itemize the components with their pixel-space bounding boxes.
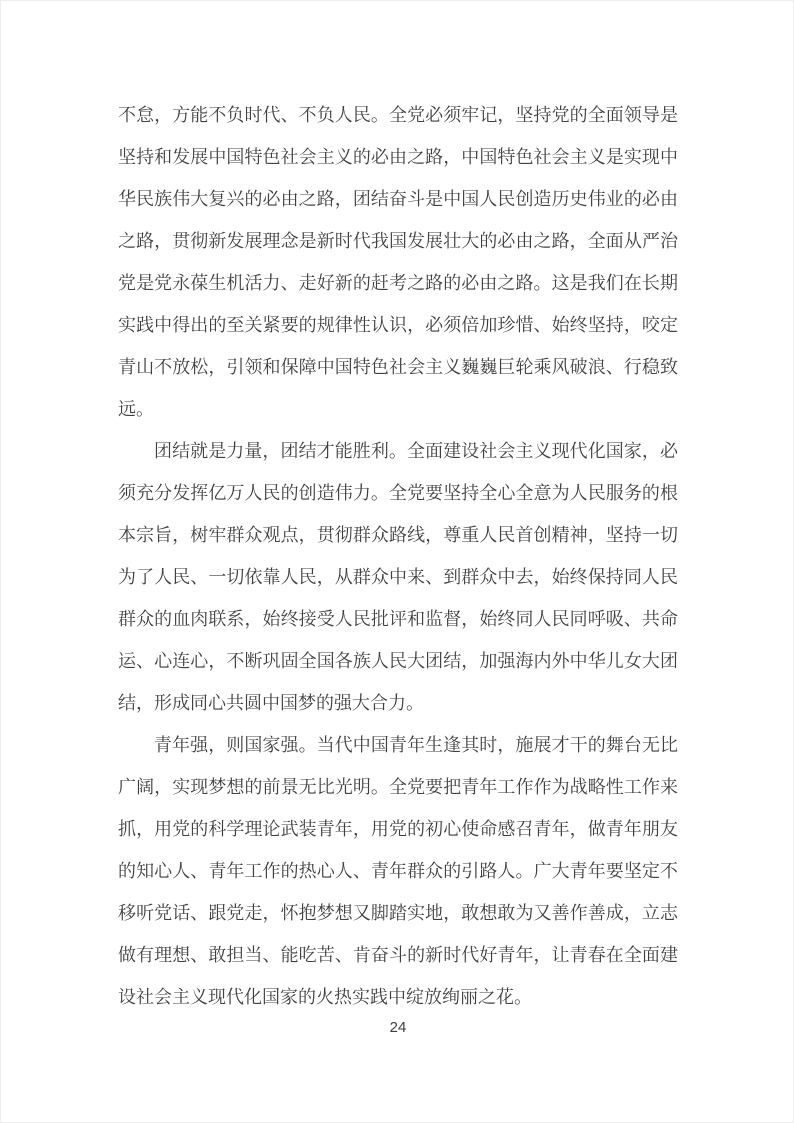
text-line: 团结就是力量，团结才能胜利。全面建设社会主义现代化国家，必 <box>154 441 678 461</box>
text-line: 远。 <box>118 399 154 419</box>
text-line: 须充分发挥亿万人民的创造伟力。全党要坚持全心全意为人民服务的根 <box>118 483 678 503</box>
text-line: 不怠，方能不负时代、不负人民。全党必须牢记，坚持党的全面领导是 <box>118 105 678 125</box>
text-line: 青年强，则国家强。当代中国青年生逢其时，施展才干的舞台无比 <box>154 735 678 755</box>
text-line: 做有理想、敢担当、能吃苦、肯奋斗的新时代好青年，让青春在全面建 <box>118 945 678 965</box>
text-line: 移听党话、跟党走，怀抱梦想又脚踏实地，敢想敢为又善作善成，立志 <box>118 903 678 923</box>
text-line: 党是党永葆生机活力、走好新的赶考之路的必由之路。这是我们在长期 <box>118 273 678 293</box>
text-line: 之路，贯彻新发展理念是新时代我国发展壮大的必由之路，全面从严治 <box>118 231 678 251</box>
text-line: 群众的血肉联系，始终接受人民批评和监督，始终同人民同呼吸、共命 <box>118 609 678 629</box>
document-body <box>118 94 678 1018</box>
text-line: 本宗旨，树牢群众观点，贯彻群众路线，尊重人民首创精神，坚持一切 <box>118 525 678 545</box>
text-line: 抓，用党的科学理论武装青年，用党的初心使命感召青年，做青年朋友 <box>118 819 678 839</box>
page-footer <box>1 1017 794 1039</box>
text-line: 实践中得出的至关紧要的规律性认识，必须倍加珍惜、始终坚持，咬定 <box>118 315 678 335</box>
text-line: 华民族伟大复兴的必由之路，团结奋斗是中国人民创造历史伟业的必由 <box>118 189 678 209</box>
text-line: 坚持和发展中国特色社会主义的必由之路，中国特色社会主义是实现中 <box>118 147 678 167</box>
text-line: 青山不放松，引领和保障中国特色社会主义巍巍巨轮乘风破浪、行稳致 <box>118 357 678 377</box>
paragraph <box>118 430 678 724</box>
page-number: 24 <box>389 1019 407 1036</box>
text-line: 广阔，实现梦想的前景无比光明。全党要把青年工作作为战略性工作来 <box>118 777 678 797</box>
text-line: 运、心连心，不断巩固全国各族人民大团结，加强海内外中华儿女大团 <box>118 651 678 671</box>
text-line: 为了人民、一切依靠人民，从群众中来、到群众中去，始终保持同人民 <box>118 567 678 587</box>
text-line: 结，形成同心共圆中国梦的强大合力。 <box>118 693 424 713</box>
paragraph <box>118 94 678 430</box>
text-line: 设社会主义现代化国家的火热实践中绽放绚丽之花。 <box>118 987 532 1007</box>
paragraph <box>118 724 678 1018</box>
text-line: 的知心人、青年工作的热心人、青年群众的引路人。广大青年要坚定不 <box>118 861 678 881</box>
